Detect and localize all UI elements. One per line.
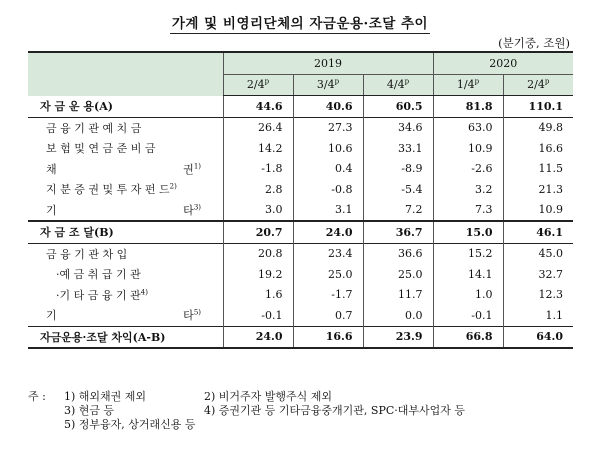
cell: 16.6: [293, 326, 363, 348]
cell: 3.0: [223, 200, 293, 222]
cell: -0.1: [433, 305, 503, 326]
table-row: [28, 117, 573, 138]
cell: 81.8: [433, 96, 503, 118]
footnote: 4) 증권기관 등 기타금융중개기관, SPC·대부사업자 등: [204, 404, 466, 417]
cell: 11.5: [503, 159, 573, 180]
cell: 40.6: [293, 96, 363, 118]
cell: 14.2: [223, 138, 293, 159]
row-label: ·예 금 취 급 기 관: [56, 268, 141, 282]
cell: 44.6: [223, 96, 293, 118]
row-label: 기 타$^{5)}$: [46, 308, 201, 323]
cell: 110.1: [503, 96, 573, 118]
cell: 23.9: [363, 326, 433, 348]
cell: 15.0: [433, 221, 503, 243]
quarter-header: 2/4$^p$: [503, 74, 573, 96]
row-label: 금 융 기 관 예 치 금: [28, 117, 223, 138]
cell: 34.6: [363, 117, 433, 138]
cell: 0.0: [363, 305, 433, 326]
cell: 20.7: [223, 221, 293, 243]
table-row: [28, 243, 573, 264]
cell: -5.4: [363, 179, 433, 200]
table-row: [28, 200, 573, 222]
notes-lead: 주 :: [28, 390, 46, 403]
cell: -0.8: [293, 179, 363, 200]
table-row: [28, 138, 573, 159]
cell: 11.7: [363, 285, 433, 306]
year-2020: 2020: [433, 52, 573, 74]
cell: -0.1: [223, 305, 293, 326]
cell: 21.3: [503, 179, 573, 200]
cell: 66.8: [433, 326, 503, 348]
row-label: 지 분 증 권 및 투 자 펀 드$^{2)}$: [46, 182, 177, 197]
table-row: [28, 285, 573, 306]
table-row: [28, 326, 573, 348]
row-label: 보 험 및 연 금 준 비 금: [46, 142, 156, 156]
footnotes: [28, 390, 465, 432]
table-row: [28, 96, 573, 118]
cell: 23.4: [293, 243, 363, 264]
footnote: 2) 비거주자 발행주식 제외: [204, 390, 333, 403]
cell: 27.3: [293, 117, 363, 138]
table-row: [28, 159, 573, 180]
row-label: 자 금 조 달(B): [28, 221, 223, 243]
cell: 33.1: [363, 138, 433, 159]
year-header-row: [28, 52, 573, 74]
footnote: 1) 해외채권 제외: [64, 390, 147, 403]
table-row: [28, 179, 573, 200]
table-row: [28, 221, 573, 243]
cell: 19.2: [223, 264, 293, 285]
table-title: 가계 및 비영리단체의 자금운용·조달 추이: [171, 16, 429, 32]
cell: 32.7: [503, 264, 573, 285]
row-label: 채 권$^{1)}$: [46, 162, 201, 176]
cell: 36.6: [363, 243, 433, 264]
cell: 14.1: [433, 264, 503, 285]
cell: 10.9: [503, 200, 573, 222]
cell: 10.9: [433, 138, 503, 159]
footnote: 5) 정부융자, 상거래신용 등: [64, 418, 196, 431]
cell: 25.0: [293, 264, 363, 285]
cell: 20.8: [223, 243, 293, 264]
footnote: 3) 현금 등: [64, 404, 115, 417]
cell: 10.6: [293, 138, 363, 159]
cell: 7.3: [433, 200, 503, 222]
row-label: 자금운용·조달 차익(A-B): [28, 326, 223, 348]
quarter-header: 4/4$^p$: [363, 74, 433, 96]
cell: 3.1: [293, 200, 363, 222]
cell: -1.7: [293, 285, 363, 306]
cell: 60.5: [363, 96, 433, 118]
row-label: 자 금 운 용(A): [40, 100, 113, 113]
cell: 1.1: [503, 305, 573, 326]
cell: 0.7: [293, 305, 363, 326]
unit-label: (분기중, 조원): [498, 36, 570, 50]
cell: 1.6: [223, 285, 293, 306]
cell: 12.3: [503, 285, 573, 306]
row-label: 금 융 기 관 차 입: [28, 243, 223, 264]
cell: 63.0: [433, 117, 503, 138]
cell: 24.0: [223, 326, 293, 348]
cell: 49.8: [503, 117, 573, 138]
fund-flow-table: [28, 51, 573, 349]
cell: -1.8: [223, 159, 293, 180]
cell: 24.0: [293, 221, 363, 243]
cell: 26.4: [223, 117, 293, 138]
cell: 45.0: [503, 243, 573, 264]
cell: 64.0: [503, 326, 573, 348]
cell: -8.9: [363, 159, 433, 180]
quarter-header: 2/4$^p$: [223, 74, 293, 96]
cell: 7.2: [363, 200, 433, 222]
cell: 2.8: [223, 179, 293, 200]
table-row: [28, 264, 573, 285]
cell: 3.2: [433, 179, 503, 200]
cell: -2.6: [433, 159, 503, 180]
cell: 0.4: [293, 159, 363, 180]
row-label: 기 타$^{3)}$: [46, 203, 201, 217]
cell: 16.6: [503, 138, 573, 159]
year-2019: 2019: [223, 52, 433, 74]
row-label: ·기 타 금 융 기 관$^{4)}$: [56, 288, 148, 302]
cell: 36.7: [363, 221, 433, 243]
table-row: [28, 305, 573, 326]
cell: 15.2: [433, 243, 503, 264]
cell: 46.1: [503, 221, 573, 243]
cell: 25.0: [363, 264, 433, 285]
quarter-header: 3/4$^p$: [293, 74, 363, 96]
cell: 1.0: [433, 285, 503, 306]
quarter-header: 1/4$^p$: [433, 74, 503, 96]
